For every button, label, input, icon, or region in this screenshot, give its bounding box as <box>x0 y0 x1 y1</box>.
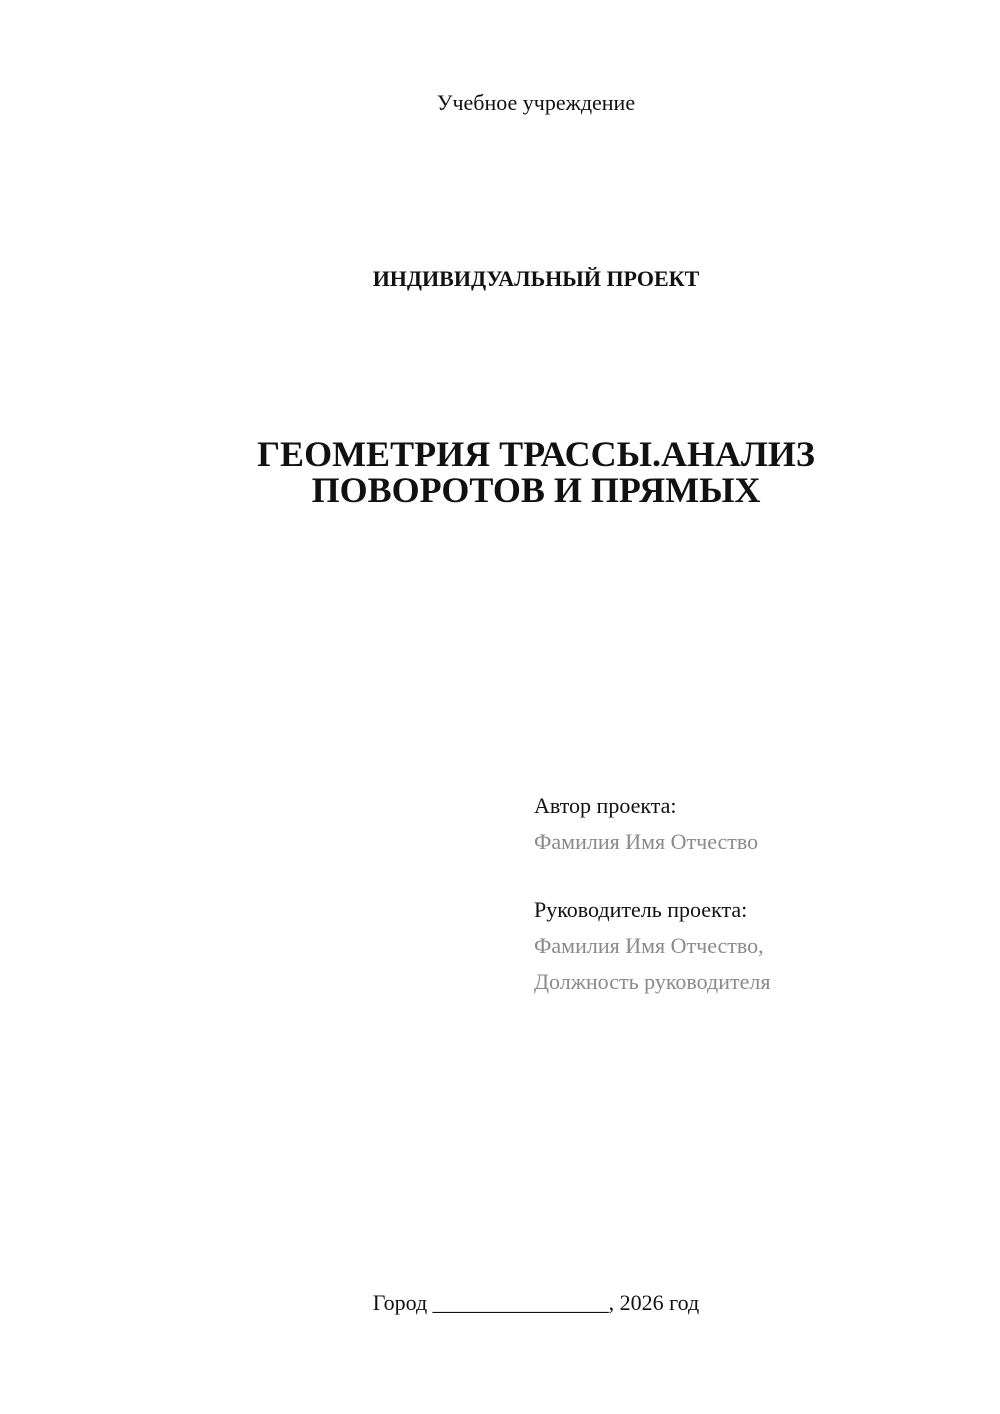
document-type: ИНДИВИДУАЛЬНЫЙ ПРОЕКТ <box>372 266 700 291</box>
supervisor-position: Должность руководителя <box>534 969 771 994</box>
document-title <box>0 436 1000 508</box>
city-year-line: Город ________________, 2026 год <box>372 1290 700 1315</box>
document-title-line-2: ПОВОРОТОВ И ПРЯМЫХ <box>311 470 761 510</box>
author-label: Автор проекта: <box>534 793 677 818</box>
institution-name: Учебное учреждение <box>436 90 636 115</box>
supervisor-name: Фамилия Имя Отчество, <box>534 933 764 958</box>
supervisor-label: Руководитель проекта: <box>534 897 748 922</box>
credits-block <box>534 788 974 1000</box>
author-name: Фамилия Имя Отчество <box>534 829 759 854</box>
document-title-line-1: ГЕОМЕТРИЯ ТРАССЫ.АНАЛИЗ <box>257 434 815 474</box>
credits-spacer <box>534 860 974 892</box>
